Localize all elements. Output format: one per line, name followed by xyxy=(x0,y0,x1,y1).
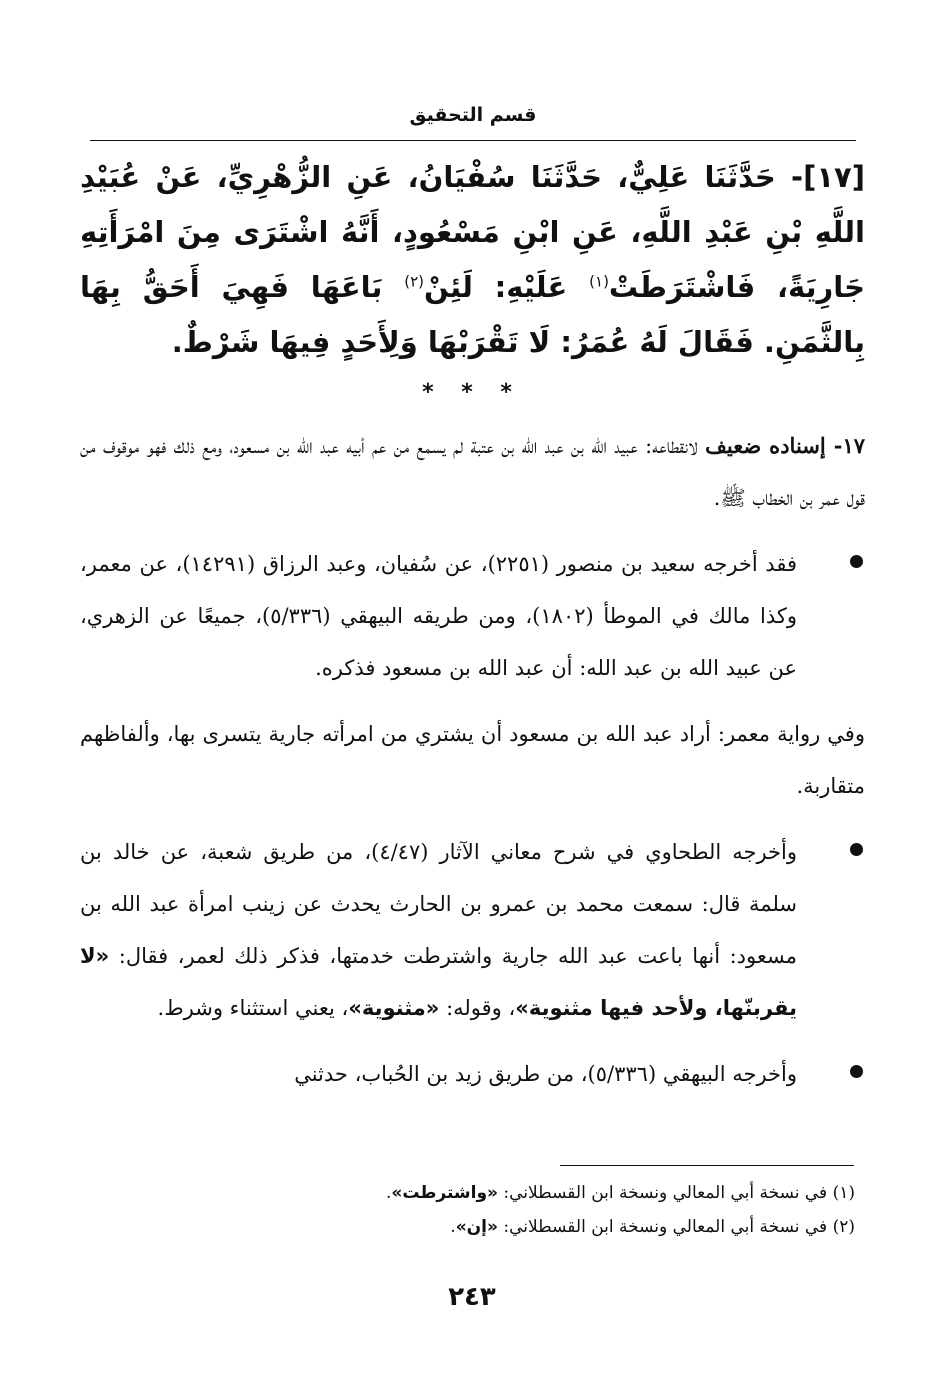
bullet-item-2 xyxy=(80,826,865,1034)
hadith-part1: [١٧]- حَدَّثَنَا عَلِيٌّ، حَدَّثَنَا سُفْيَانُ، عَنِ الزُّهْرِيِّ، عَنْ عُبَيْدِ اللَّهِ بْنِ عَبْدِ اللَّهِ، عَنِ ابْنِ مَسْعُودٍ، أَنَّهُ اشْتَرَى مِنَ امْرَأَتِهِ جَارِيَةً، فَاشْتَرَطَتْ xyxy=(80,160,865,304)
footnote-rule xyxy=(560,1165,854,1166)
commentary-intro-heading: ١٧- إسناده ضعيف xyxy=(705,433,865,458)
section-separator: * * * xyxy=(422,380,522,405)
bullet-item-2-text xyxy=(80,840,797,1020)
footnote-ref-2[interactable]: (٢) xyxy=(404,272,425,291)
bullet-dot-icon xyxy=(850,843,863,856)
page-number: ٢٤٣ xyxy=(448,1282,496,1312)
footnote-1 xyxy=(80,1176,855,1210)
bullet-item-2-quote: «لا يقربنّها، ولأحد فيها مثنوية» xyxy=(80,944,797,1020)
commentary-paragraph-2: وفي رواية معمر: أراد عبد الله بن مسعود أن يشتري من امرأته جارية يتسرى بها، وألفاظهم متقاربة. xyxy=(80,722,865,798)
footnote-2-text: (٢) في نسخة أبي المعالي ونسخة ابن القسطلاني: xyxy=(498,1217,855,1237)
commentary-intro xyxy=(80,420,865,524)
bullet-item-2-part1: وأخرجه الطحاوي في شرح معاني الآثار (٤/٤٧)، من طريق شعبة، عن خالد بن سلمة قال: سمعت محمد بن عمرو بن الحارث يحدث عن زينب امرأة عبد الله بن مسعود: أنها باعت عبد الله جارية واشترطت خدمتها، فذكر ذلك لعمر، فقال: xyxy=(80,840,797,968)
bullet-item-3 xyxy=(80,1048,865,1100)
bullet-item-2-part3: ، يعني استثناء وشرط. xyxy=(157,996,349,1020)
bullet-item-3-text: وأخرجه البيهقي (٥/٣٣٦)، من طريق زيد بن الحُباب، حدثني xyxy=(294,1062,797,1086)
footnote-1-variant: «واشترطت» xyxy=(391,1183,498,1203)
bullet-dot-icon xyxy=(850,555,863,568)
footnote-ref-1[interactable]: (١) xyxy=(589,272,609,291)
bullet-item-1 xyxy=(80,538,865,694)
bullet-item-2-term: «مثنوية» xyxy=(348,996,440,1020)
footnotes xyxy=(80,1176,855,1244)
hadith-text xyxy=(80,150,865,370)
bullet-item-2-part2: ، وقوله: xyxy=(439,996,516,1020)
footnote-1-end: . xyxy=(385,1183,392,1203)
footnote-2-end: . xyxy=(450,1217,456,1237)
bullet-item-1-text: فقد أخرجه سعيد بن منصور (٢٢٥١)، عن سُفيان، وعبد الرزاق (١٤٢٩١)، عن معمر، وكذا مالك في الموطأ (١٨٠٢)، ومن طريقه البيهقي (٥/٣٣٦)، جميعًا عن الزهري، عن عبيد الله بن عبد الله: أن عبد الله بن مسعود فذكره. xyxy=(80,552,798,680)
commentary-intro-text: لانقطاعه: عبيد الله بن عبد الله بن عتبة لم يسمع من عم أبيه عبد الله بن مسعود، ومع ذلك فهو موقوف من قول عمر بن الخطاب ﷺ. xyxy=(80,434,865,510)
hadith-part3: بَاعَهَا فَهِيَ أَحَقُّ بِهَا بِالثَّمَنِ. فَقَالَ لَهُ عُمَرُ: لَا تَقْرَبْهَا وَلِأَحَدٍ فِيهَا شَرْطٌ. xyxy=(80,270,865,359)
bullet-dot-icon xyxy=(850,1065,863,1078)
commentary xyxy=(80,420,865,1114)
footnote-1-text: (١) في نسخة أبي المعالي ونسخة ابن القسطلاني: xyxy=(498,1183,855,1203)
hadith-part2: عَلَيْهِ: لَئِنْ xyxy=(424,270,590,304)
footnote-2-variant: «إن» xyxy=(455,1217,498,1237)
header-rule xyxy=(90,140,856,141)
page-header-title: قسم التحقيق xyxy=(409,104,537,126)
footnote-2 xyxy=(80,1210,855,1244)
